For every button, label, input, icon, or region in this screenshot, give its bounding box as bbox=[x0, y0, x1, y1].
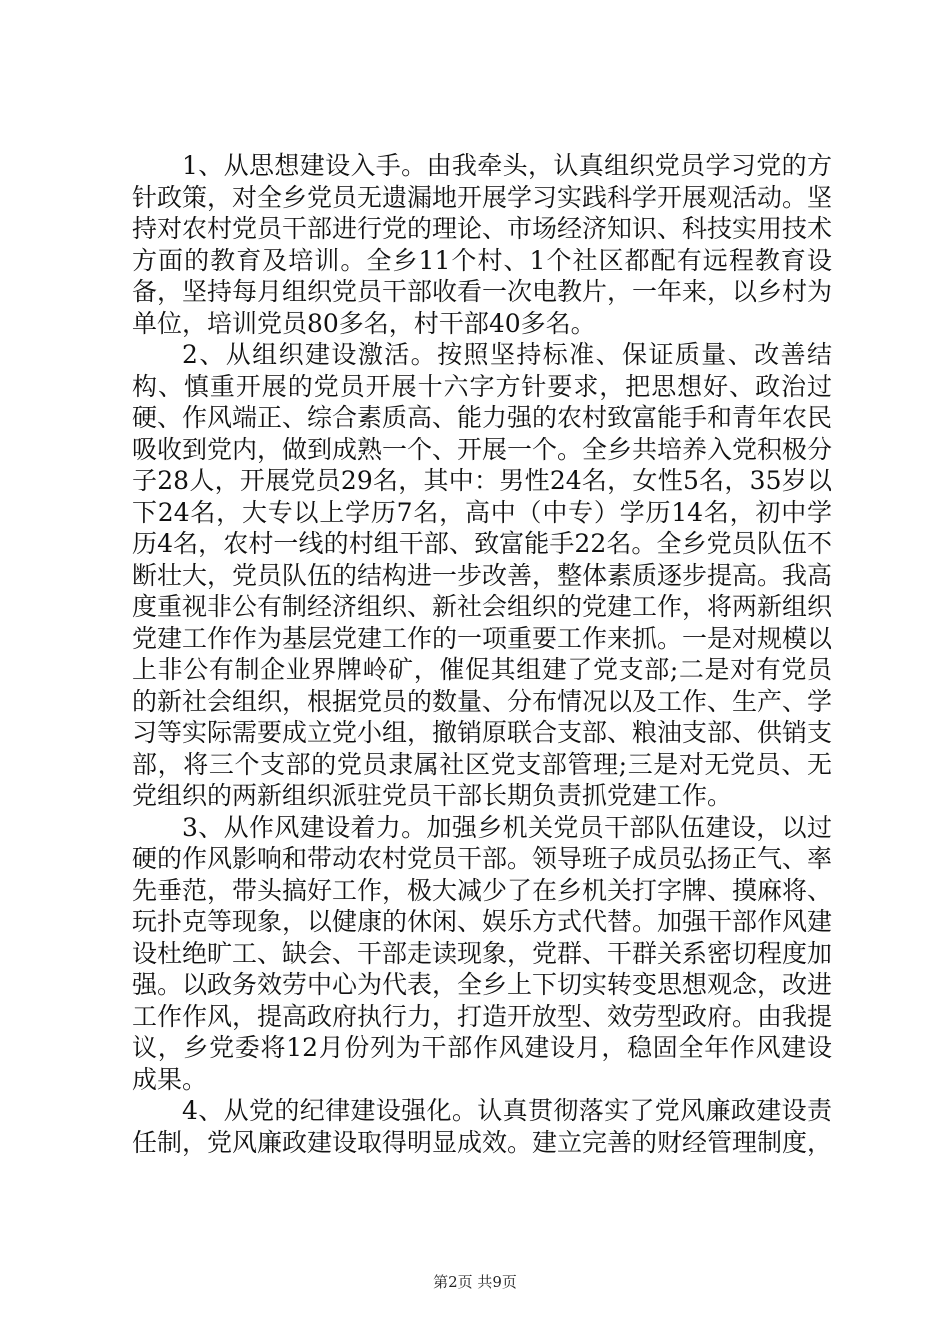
paragraph-organization: 2、从组织建设激活。按照坚持标准、保证质量、改善结构、慎重开展的党员开展十六字方针要求，把思想好、政治过硬、作风端正、综合素质高、能力强的农村致富能手和青年农民吸收到党内，做到成熟一个、开展一个。全乡共培养入党积极分子28人，开展党员29名，其中：男性24名，女性5名，35岁以下24名，大专以上学历7名，高中（中专）学历14名，初中学历4名，农村一线的村组干部、致富能手22名。全乡党员队伍不断壮大，党员队伍的结构进一步改善，整体素质逐步提高。我高度重视非公有制经济组织、新社会组织的党建工作，将两新组织党建工作作为基层党建工作的一项重要工作来抓。一是对规模以上非公有制企业界牌岭矿，催促其组建了党支部;二是对有党员的新社会组织，根据党员的数量、分布情况以及工作、生产、学习等实际需要成立党小组，撤销原联合支部、粮油支部、供销支部，将三个支部的党员隶属社区党支部管理;三是对无党员、无党组织的两新组织派驻党员干部长期负责抓党建工作。 bbox=[132, 340, 833, 810]
paragraph-ideology: 1、从思想建设入手。由我牵头，认真组织党员学习党的方针政策，对全乡党员无遗漏地开展学习实践科学开展观活动。坚持对农村党员干部进行党的理论、市场经济知识、科技实用技术方面的教育及培训。全乡11个村、1个社区都配有远程教育设备，坚持每月组织党员干部收看一次电教片，一年来，以乡村为单位，培训党员80多名，村干部40多名。 bbox=[132, 151, 833, 338]
paragraph-discipline: 4、从党的纪律建设强化。认真贯彻落实了党风廉政建设责任制，党风廉政建设取得明显成效。建立完善的财经管理制度， bbox=[132, 1096, 833, 1157]
document-body bbox=[132, 150, 832, 1158]
paragraph-work-style: 3、从作风建设着力。加强乡机关党员干部队伍建设，以过硬的作风影响和带动农村党员干部。领导班子成员弘扬正气、率先垂范，带头搞好工作，极大减少了在乡机关打字牌、摸麻将、玩扑克等现象，以健康的休闲、娱乐方式代替。加强干部作风建设杜绝旷工、缺会、干部走读现象，党群、干群关系密切程度加强。以政务效劳中心为代表，全乡上下切实转变思想观念，改进工作作风，提高政府执行力，打造开放型、效劳型政府。由我提议，乡党委将12月份列为干部作风建设月，稳固全年作风建设成果。 bbox=[132, 812, 833, 1094]
page-footer: 第2页 共9页 bbox=[433, 1273, 517, 1291]
